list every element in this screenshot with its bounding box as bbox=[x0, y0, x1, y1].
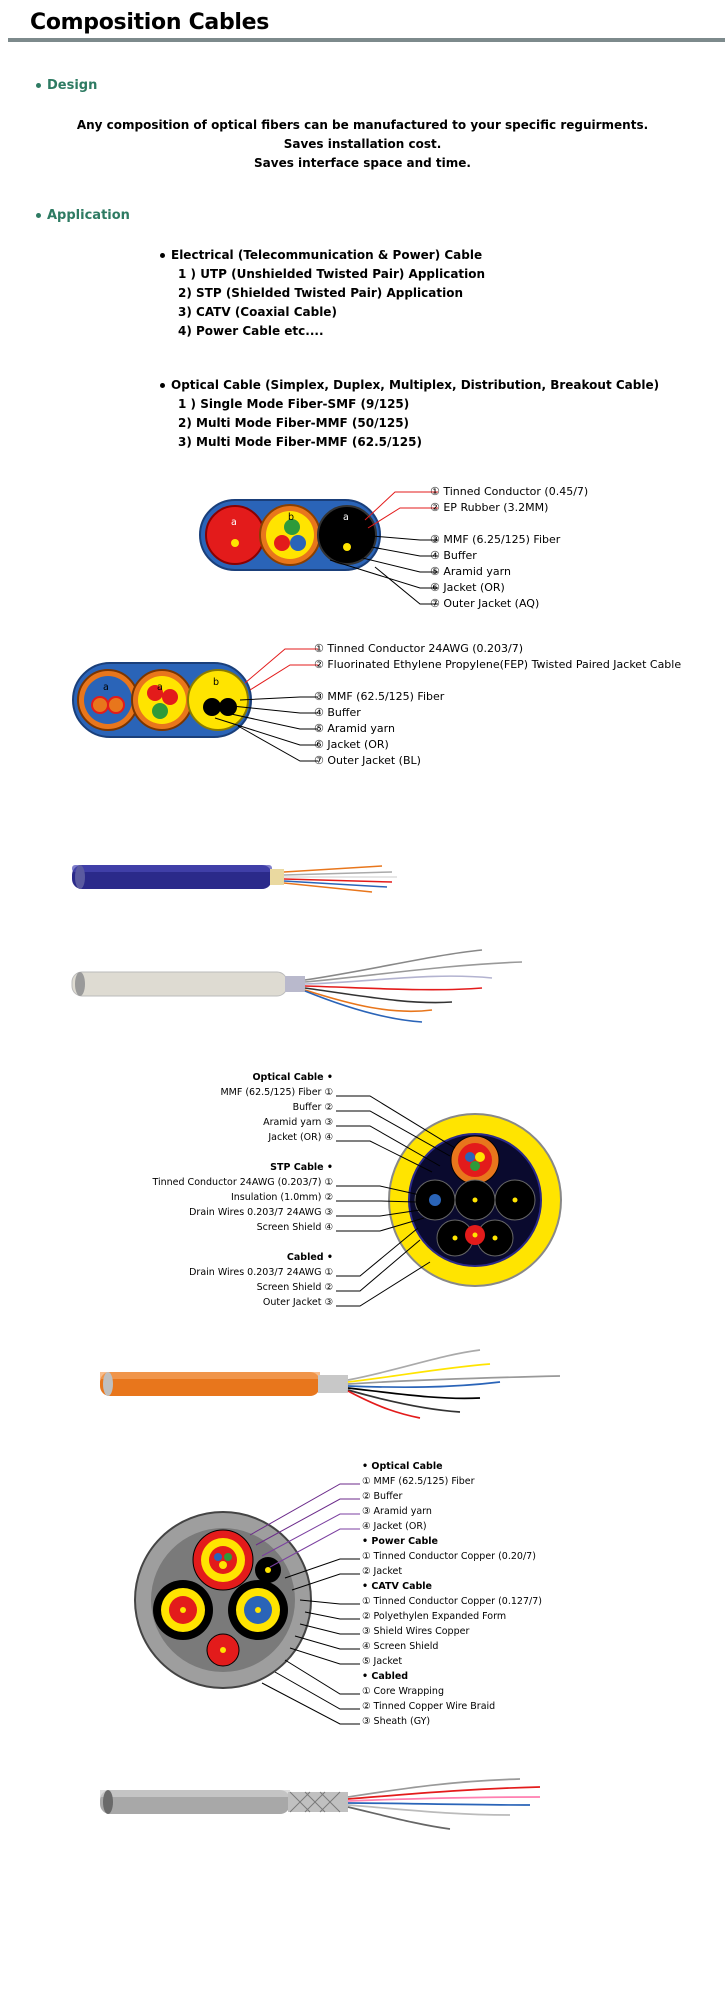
diagram3-labels: Optical Cable • MMF (62.5/125) Fiber ① Buffer ② Aramid yarn ③ Jacket (OR) ④ STP Cable • Tinned Conductor 24AWG (0.203/7) ① Insulation (1.0mm) ② Drain Wires 0.203/7 24AWG ③ Screen Shield ④ Cabled • Drain Wires 0.203/7 24AWG ① Screen Shield ② Outer Jacket ③ bbox=[152, 1072, 333, 1312]
diagram1-label: ④ Buffer bbox=[430, 549, 477, 562]
diagram4-label: ① Tinned Conductor Copper (0.127/7) bbox=[362, 1596, 542, 1607]
diagram3-group-title: STP Cable bbox=[270, 1162, 324, 1173]
diagram2-label: ④ Buffer bbox=[314, 706, 361, 719]
diagram3-label: Aramid yarn ③ bbox=[263, 1117, 333, 1128]
diagram1-label: ⑥ Jacket (OR) bbox=[430, 581, 505, 594]
diagram3-label: Buffer ② bbox=[292, 1102, 333, 1113]
core-mark: a bbox=[231, 517, 237, 528]
diagram1-label: ⑤ Aramid yarn bbox=[430, 565, 511, 578]
diagram4-label: ② Buffer bbox=[362, 1491, 403, 1502]
core-mark: a bbox=[103, 682, 109, 693]
application-group-title: Electrical (Telecommunication & Power) Cable bbox=[171, 248, 483, 262]
application-item: 3) Multi Mode Fiber-MMF (62.5/125) bbox=[178, 435, 422, 449]
diagram2-label: ⑥ Jacket (OR) bbox=[314, 738, 389, 751]
design-line: Saves installation cost. bbox=[283, 137, 442, 151]
diagram1-label: ⑦ Outer Jacket (AQ) bbox=[430, 597, 540, 610]
diagram2-label: ② Fluorinated Ethylene Propylene(FEP) Twisted Paired Jacket Cable bbox=[314, 658, 682, 671]
diagram4-label: ③ Sheath (GY) bbox=[362, 1716, 431, 1727]
diagram4-label: ③ Aramid yarn bbox=[362, 1506, 432, 1517]
page-title: Composition Cables bbox=[30, 10, 270, 35]
diagram4-label: ① Core Wrapping bbox=[362, 1686, 444, 1697]
diagram4-group-title: Cabled bbox=[371, 1671, 409, 1682]
diagram4-label: ④ Jacket (OR) bbox=[362, 1521, 427, 1532]
design-line: Saves interface space and time. bbox=[254, 156, 471, 170]
diagram3-label: Screen Shield ② bbox=[256, 1282, 333, 1293]
diagram3-group-title: Cabled bbox=[286, 1252, 324, 1263]
diagram4-label: ② Polyethylen Expanded Form bbox=[362, 1611, 507, 1622]
core-mark: b bbox=[288, 512, 295, 523]
diagram2-label: ⑤ Aramid yarn bbox=[314, 722, 395, 735]
application-item: 2) Multi Mode Fiber-MMF (50/125) bbox=[178, 416, 410, 430]
diagram4-label: ② Jacket bbox=[362, 1566, 403, 1577]
application-item: 1 ) UTP (Unshielded Twisted Pair) Application bbox=[178, 267, 486, 281]
diagram1-label: ① Tinned Conductor (0.45/7) bbox=[430, 485, 589, 498]
application-item: 3) CATV (Coaxial Cable) bbox=[178, 305, 337, 319]
application-item: 1 ) Single Mode Fiber-SMF (9/125) bbox=[178, 397, 410, 411]
diagram3-label: Insulation (1.0mm) ② bbox=[230, 1192, 333, 1203]
diagram3-label: Outer Jacket ③ bbox=[262, 1297, 333, 1308]
design-heading-label: Design bbox=[47, 78, 98, 93]
diagram3-label: Jacket (OR) ④ bbox=[268, 1132, 333, 1143]
diagram4-group-title: CATV Cable bbox=[371, 1581, 432, 1592]
application-item: 4) Power Cable etc.... bbox=[178, 324, 324, 338]
application-item: 2) STP (Shielded Twisted Pair) Application bbox=[178, 286, 463, 300]
diagram4-label: ① Tinned Conductor Copper (0.20/7) bbox=[362, 1551, 536, 1562]
diagram4-label: ② Tinned Copper Wire Braid bbox=[362, 1701, 496, 1712]
diagram1-label: ② EP Rubber (3.2MM) bbox=[430, 501, 549, 514]
diagram1-label: ③ MMF (6.25/125) Fiber bbox=[430, 533, 561, 546]
diagram3-label: Screen Shield ④ bbox=[256, 1222, 333, 1233]
diagram3-label: Drain Wires 0.203/7 24AWG ③ bbox=[189, 1207, 333, 1218]
diagram3-label: Drain Wires 0.203/7 24AWG ① bbox=[189, 1267, 333, 1278]
application-heading-label: Application bbox=[47, 208, 130, 223]
cable-photo-braided bbox=[100, 1775, 560, 1835]
diagram3-label: Tinned Conductor 24AWG (0.203/7) ① bbox=[152, 1177, 333, 1188]
diagram3-group-title: Optical Cable bbox=[252, 1072, 324, 1083]
core-mark: a bbox=[343, 512, 349, 523]
diagram4-label: ⑤ Jacket bbox=[362, 1656, 403, 1667]
design-line: Any composition of optical fibers can be manufactured to your specific reguirments. bbox=[76, 118, 649, 132]
diagram3-label: MMF (62.5/125) Fiber ① bbox=[220, 1087, 333, 1098]
diagram2-label: ① Tinned Conductor 24AWG (0.203/7) bbox=[314, 642, 524, 655]
application-group-title: Optical Cable (Simplex, Duplex, Multiplex, Distribution, Breakout Cable) bbox=[171, 378, 660, 392]
diagram4-group-title: Power Cable bbox=[371, 1536, 438, 1547]
core-mark: b bbox=[213, 677, 220, 688]
diagram2-label: ⑦ Outer Jacket (BL) bbox=[314, 754, 421, 767]
core-mark: a bbox=[157, 682, 163, 693]
diagram4-label: ④ Screen Shield bbox=[362, 1641, 439, 1652]
diagram4-group-title: Optical Cable bbox=[371, 1461, 443, 1472]
diagram4-labels: • Optical Cable ① MMF (62.5/125) Fiber ② Buffer ③ Aramid yarn ④ Jacket (OR) • Power Cable ① Tinned Conductor Copper (0.20/7) ② Jacket • CATV Cable ① Tinned Conductor Copper (0.127/7) ② Polyethylen Expanded Form ③ Shield Wires Copper ④ Screen Shield ⑤ Jacket • Cabled ① Core Wrapping ② Tinned Copper Wire Braid ③ Sheath (GY) bbox=[362, 1461, 542, 1731]
diagram4-label: ① MMF (62.5/125) Fiber bbox=[362, 1476, 475, 1487]
wire-braid bbox=[288, 1792, 348, 1812]
diagram2-label: ③ MMF (62.5/125) Fiber bbox=[314, 690, 445, 703]
diagram4-label: ③ Shield Wires Copper bbox=[362, 1626, 470, 1637]
